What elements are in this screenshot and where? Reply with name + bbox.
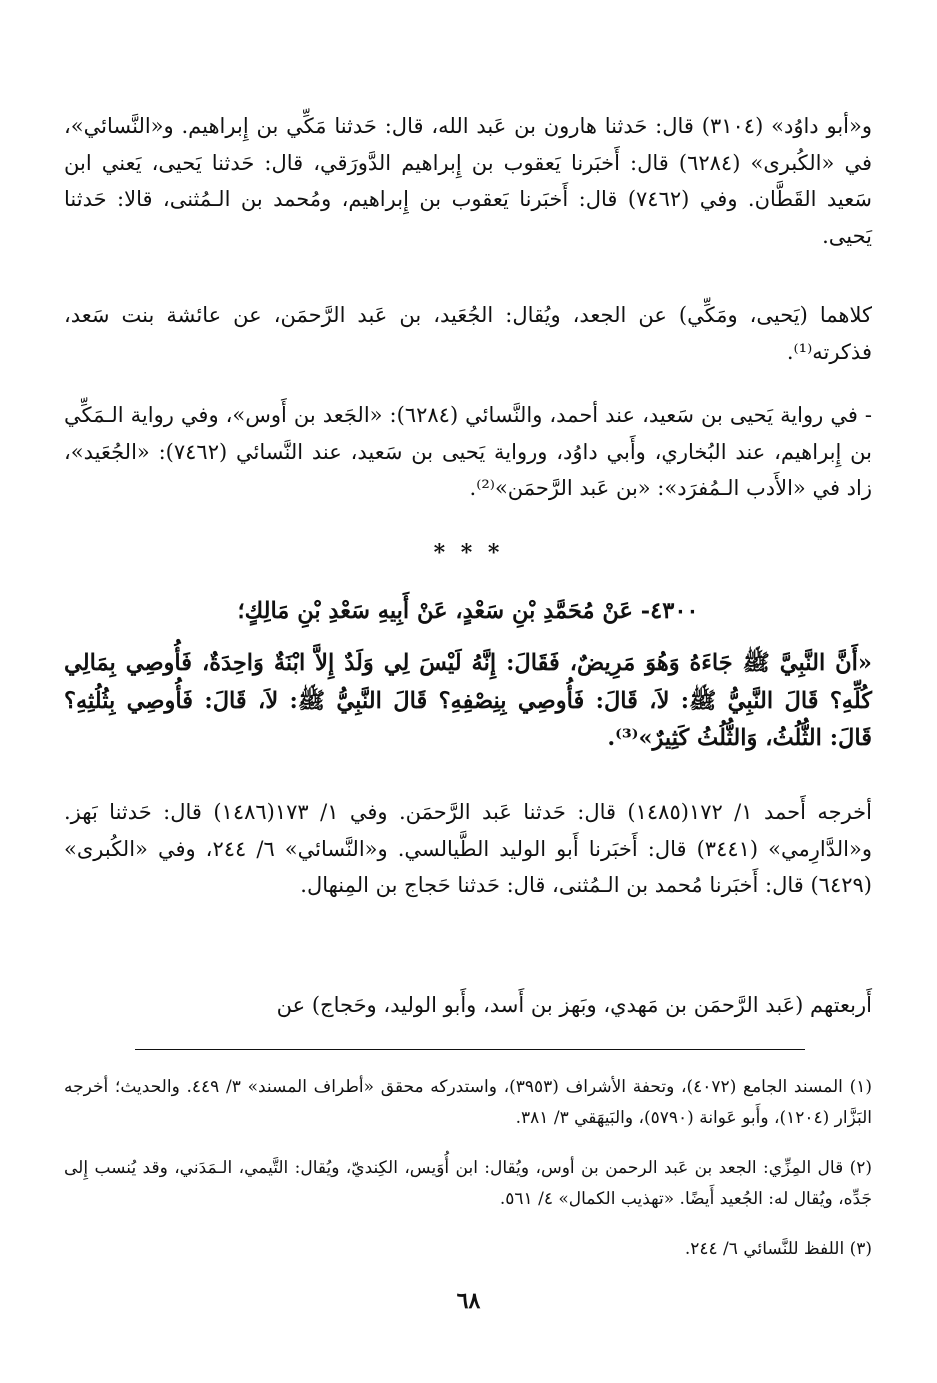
footnote-2: (٢) قال المِزِّي: الجعد بن عَبد الرحمن بن أوس، ويُقال: ابن أُوَيس، الكِنديّ، ويُقال: التَّيمي، الـمَدَني، وقد يُنسب إِلى جَدِّه، ويُقال له: الجُعيد أَيضًا. «تهذيب الكمال» ٤/ ٥٦١. [64,1158,872,1209]
page-number: ٦٨ [456,1288,481,1314]
paragraph-takhrij: أخرجه أَحمد ١/ ١٧٢(١٤٨٥) قال: حَدثنا عَبد الرَّحمَن. وفي ١/ ١٧٣(١٤٨٦) قال: حَدثنا بَهز. و«الدَّارِمي» (٣٤٤١) قال: أَخبَرنا أَبو الوليد الطَّيالسي. و«النَّسائي» ٦/ ٢٤٤، وفي «الكُبرى» (٦٤٢٩) قال: أَخبَرنا مُحمد بن الـمُثنى، قال: حَدثنا حَجاج بن المِنهال. [64,800,872,897]
footnote-separator [135,1049,805,1050]
footnote-3: (٣) اللفظ للنَّسائي ٦/ ٢٤٤. [684,1239,872,1259]
hadith-text: «أَنَّ النَّبِيَّ ﷺ جَاءَهُ وَهُوَ مَرِيضٌ، فَقَالَ: إِنَّهُ لَيْسَ لِي وَلَدٌ إِلاَّ ابْنَةٌ وَاحِدَةٌ، فَأُوصِي بِمَالِي كُلِّهِ؟ قَالَ النَّبِيُّ ﷺ: لاَ، قَالَ: فَأُوصِي بِنِصْفِهِ؟ قَالَ النَّبِيُّ ﷺ: لاَ، قَالَ: فَأُوصِي بِثُلُثِهِ؟ قَالَ: الثُّلُثُ، وَالثُّلُثُ كَثِيرٌ»⁽³⁾. [64,650,872,751]
footnote-1: (١) المسند الجامع (٤٠٧٢)، وتحفة الأشراف (٣٩٥٣)، واستدركه محقق «أطراف المسند» ٣/ ٤٤٩. والحديث؛ أخرجه البَزَّار (١٢٠٤)، وأَبو عَوانة (٥٧٩٠)، والبَيهَقي ٣/ ٣٨١. [64,1077,872,1128]
hadith-heading: ٤٣٠٠- عَنْ مُحَمَّدِ بْنِ سَعْدٍ، عَنْ أَبِيهِ سَعْدِ بْنِ مَالِكٍ؛ [237,598,699,624]
paragraph-continuation: أَربعتهم (عَبد الرَّحمَن بن مَهدي، وبَهز بن أَسد، وأَبو الوليد، وحَجاج) عن [276,993,872,1017]
paragraph-sources-1: و«أبو داوُد» (٣١٠٤) قال: حَدثنا هارون بن عَبد الله، قال: حَدثنا مَكِّي بن إِبراهيم. و«النَّسائي»، في «الكُبرى» (٦٢٨٤) قال: أَخبَرنا يَعقوب بن إِبراهيم الدَّورَقي، قال: حَدثنا يَحيى، يَعني ابن سَعيد القَطَّان. وفي (٧٤٦٢) قال: أَخبَرنا يَعقوب بن إِبراهيم، ومُحمد بن الـمُثنى، قالا: حَدثنا يَحيى. [64,114,872,248]
paragraph-chain: كلاهما (يَحيى، ومَكِّي) عن الجعد، ويُقال: الجُعَيد، بن عَبد الرَّحمَن، عن عائشة بنت سَعد، فذكرته⁽¹⁾. [64,303,872,364]
paragraph-narration-note: - في رواية يَحيى بن سَعيد، عند أحمد، والنَّسائي (٦٢٨٤): «الجَعد بن أَوس»، وفي رواية الـمَكِّي بن إِبراهيم، عند البُخاري، وأَبي داوُد، ورواية يَحيى بن سَعيد، عند النَّسائي (٧٤٦٢): «الجُعَيد»، زاد في «الأَدب الـمُفرَد»: «بن عَبد الرَّحمَن»⁽²⁾. [64,403,872,500]
section-separator: * * * [433,540,504,566]
